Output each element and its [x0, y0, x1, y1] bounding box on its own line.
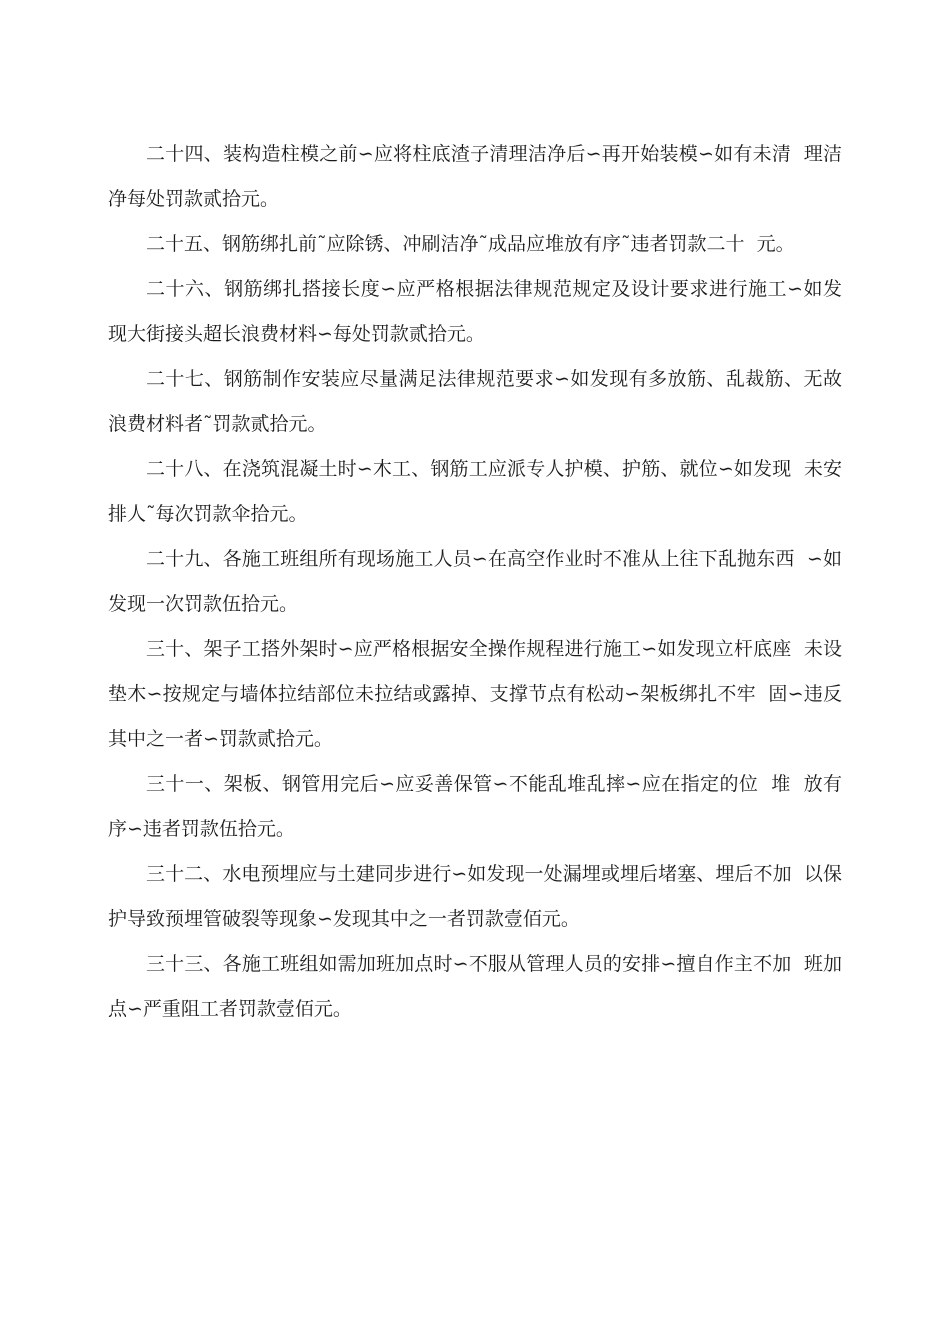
clause-30: 三十、架子工搭外架时∽应严格根据安全操作规程进行施工∽如发现立杆底座 未设垫木∽按规定与墙体拉结部位未拉结或露掉、支撑节点有松动∽架板绑扎不牢 固∽违反其中之一者∽罚款贰拾元。 [108, 638, 842, 750]
clause-25: 二十五、钢筋绑扎前˜应除锈、冲刷洁净˜成品应堆放有序˜违者罚款二十 元。 [146, 233, 795, 255]
clause-31: 三十一、架板、钢管用完后∽应妥善保管∽不能乱堆乱摔∽应在指定的位 堆 放有序∽违者罚款伍拾元。 [108, 773, 842, 840]
clause-28: 二十八、在浇筑混凝土时∽木工、钢筋工应派专人护模、护筋、就位∽如发现 未安排人˜每次罚款伞拾元。 [108, 458, 842, 525]
clause-27: 二十七、钢筋制作安装应尽量满足法律规范要求∽如发现有多放筋、乱裁筋、无故浪费材料者˜罚款贰拾元。 [108, 368, 842, 435]
clause-24: 二十四、装构造柱模之前∽应将柱底渣子清理洁净后∽再开始装模∽如有未清 理洁净每处罚款贰拾元。 [108, 143, 842, 210]
clause-29: 二十九、各施工班组所有现场施工人员∽在高空作业时不准从上往下乱抛东西 ∽如发现一次罚款伍拾元。 [108, 548, 842, 615]
document-body [108, 132, 842, 1032]
clause-32: 三十二、水电预埋应与土建同步进行∽如发现一处漏埋或埋后堵塞、埋后不加 以保护导致预埋管破裂等现象∽发现其中之一者罚款壹佰元。 [108, 863, 842, 930]
clause-26: 二十六、钢筋绑扎搭接长度∽应严格根据法律规范规定及设计要求进行施工∽如发现大街接头超长浪费材料∽每处罚款贰拾元。 [108, 278, 842, 345]
clause-33: 三十三、各施工班组如需加班加点时∽不服从管理人员的安排∽擅自作主不加 班加点∽严重阻工者罚款壹佰元。 [108, 953, 842, 1020]
